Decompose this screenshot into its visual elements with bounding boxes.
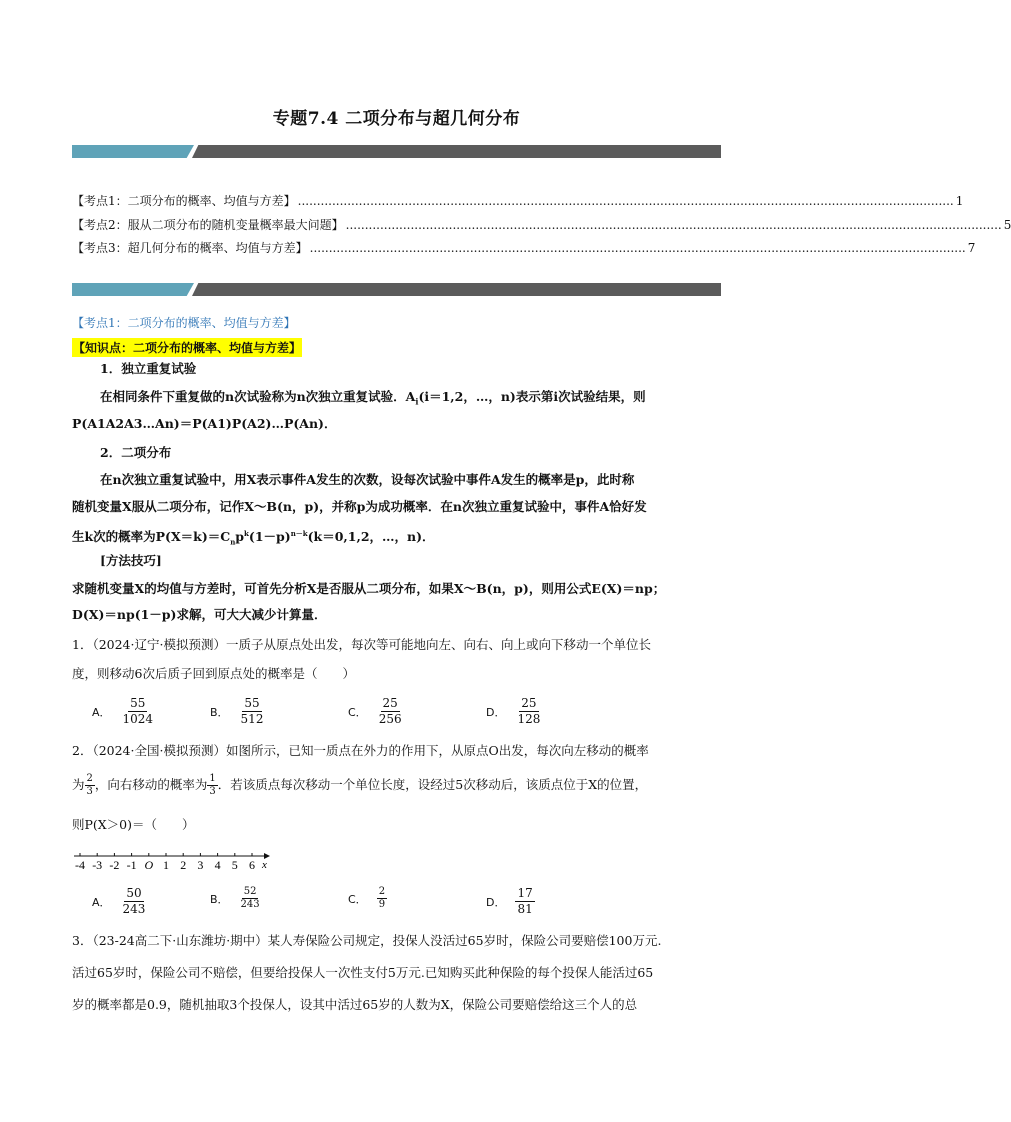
q1-option-b[interactable]: B． $\frac{55}{512}$	[210, 696, 264, 726]
axis-tick-label: -3	[92, 858, 103, 872]
axis-tick-label: 1	[163, 858, 169, 872]
axis-var-label: x	[262, 859, 267, 871]
method-title: [方法技巧]	[100, 553, 162, 568]
toc-label: 【考点2：服从二项分布的随机变量概率最大问题】	[72, 218, 344, 232]
q2-option-d[interactable]: D． $\frac{17}{81}$	[486, 886, 533, 916]
k2-line2: 随机变量X服从二项分布，记作X～B(n，p)，并称p为成功概率．在n次独立重复试验中，事件A恰好发	[72, 499, 647, 514]
q2-line1: 2．（2024·全国·模拟预测）如图所示，已知一质点在外力的作用下，从原点O出发，每次向左移动的概率	[72, 743, 649, 758]
k1-formula: P(A1A2A3…An)＝P(A1)P(A2)…P(An)．	[72, 416, 337, 431]
q1-line2: 度，则移动6次后质子回到原点处的概率是（ ）	[72, 666, 355, 681]
q2-option-a[interactable]: A． $\frac{50}{243}$	[92, 886, 146, 916]
q2-option-b[interactable]: B． $\frac{52}{243}$	[210, 886, 260, 910]
number-line-figure	[72, 848, 272, 874]
toc-label: 【考点1：二项分布的概率、均值与方差】	[72, 194, 296, 208]
toc-page: 5	[1003, 218, 1011, 232]
axis-tick-label: -1	[126, 858, 137, 872]
q3-line3: 岁的概率都是0.9，随机抽取3个投保人，设其中活过65岁的人数为X，保险公司要赔偿给这三个人的总	[72, 997, 638, 1012]
q1-option-d[interactable]: D． $\frac{25}{128}$	[486, 696, 541, 726]
axis-tick-label: O	[144, 858, 154, 872]
axis-tick-label: 3	[197, 858, 204, 872]
page-title: 专题7.4 二项分布与超几何分布	[272, 109, 521, 129]
section-divider-bar	[72, 283, 721, 296]
axis-tick-label: 5	[231, 858, 238, 872]
q1-line1: 1．（2024·辽宁·模拟预测）一质子从原点处出发，每次等可能地向左、向右、向上或向下移动一个单位长	[72, 637, 651, 652]
k1-title: 1．独立重复试验	[100, 361, 197, 376]
axis-tick-label: -4	[75, 858, 85, 872]
q1-option-c[interactable]: C． $\frac{25}{256}$	[348, 696, 402, 726]
method-line1: 求随机变量X的均值与方差时，可首先分析X是否服从二项分布，如果X～B(n，p)，则用公式E(X)＝np；	[72, 581, 666, 596]
axis-tick-label: 2	[180, 858, 187, 872]
knowledge-label: 【知识点：二项分布的概率、均值与方差】	[72, 338, 302, 357]
q3-line1: 3．（23-24高二下·山东潍坊·期中）某人寿保险公司规定，投保人没活过65岁时，保险公司要赔偿100万元.	[72, 933, 662, 948]
toc-page: 7	[967, 241, 976, 255]
axis-tick-label: 4	[214, 858, 221, 872]
q3-line2: 活过65岁时，保险公司不赔偿，但要给投保人一次性支付5万元.已知购买此种保险的每个投保人能活过65	[72, 965, 654, 980]
toc-entry-3[interactable]: 【考点3：超几何分布的概率、均值与方差】 ............................................................................................................................................................................ 7	[72, 241, 976, 255]
axis-tick-label: -2	[109, 858, 120, 872]
axis-tick-label: 6	[249, 858, 255, 872]
q2-line2: 为 $\frac{2}{3}$ ，向右移动的概率为 $\frac{1}{3}$ ．若该质点每次移动一个单位长度，设经过5次移动后，该质点位于X的位置，	[72, 772, 648, 797]
toc-page: 1	[955, 194, 964, 208]
q1-option-a[interactable]: A． $\frac{55}{1024}$	[92, 696, 154, 726]
toc-entry-1[interactable]: 【考点1：二项分布的概率、均值与方差】 ............................................................................................................................................................................ 1	[72, 194, 964, 208]
section-heading: 【考点1：二项分布的概率、均值与方差】	[72, 316, 296, 330]
title-divider-bar	[72, 145, 721, 158]
k2-title: 2．二项分布	[100, 445, 172, 460]
toc-entry-2[interactable]: 【考点2：服从二项分布的随机变量概率最大问题】 ............................................................................................................................................................................ 5	[72, 218, 1011, 232]
method-line2: D(X)＝np(1－p)求解，可大大减少计算量．	[72, 607, 327, 622]
k1-body: 在相同条件下重复做的n次试验称为n次独立重复试验．$A_i(i=1,2$，…，n)表示第i次试验结果，则	[100, 389, 646, 407]
q2-option-c[interactable]: C． $\frac{2}{9}$	[348, 886, 386, 910]
k2-line3: 生k次的概率为$P(X=k)=C_np^k(1-p)^{n-k}(k=0,1,2$，…，n)．	[72, 529, 435, 547]
toc-label: 【考点3：超几何分布的概率、均值与方差】	[72, 241, 308, 255]
q2-line3: 则P(X＞0)＝（ ）	[72, 817, 195, 832]
k2-line1: 在n次独立重复试验中，用X表示事件A发生的次数，设每次试验中事件A发生的概率是p，此时称	[100, 472, 635, 487]
